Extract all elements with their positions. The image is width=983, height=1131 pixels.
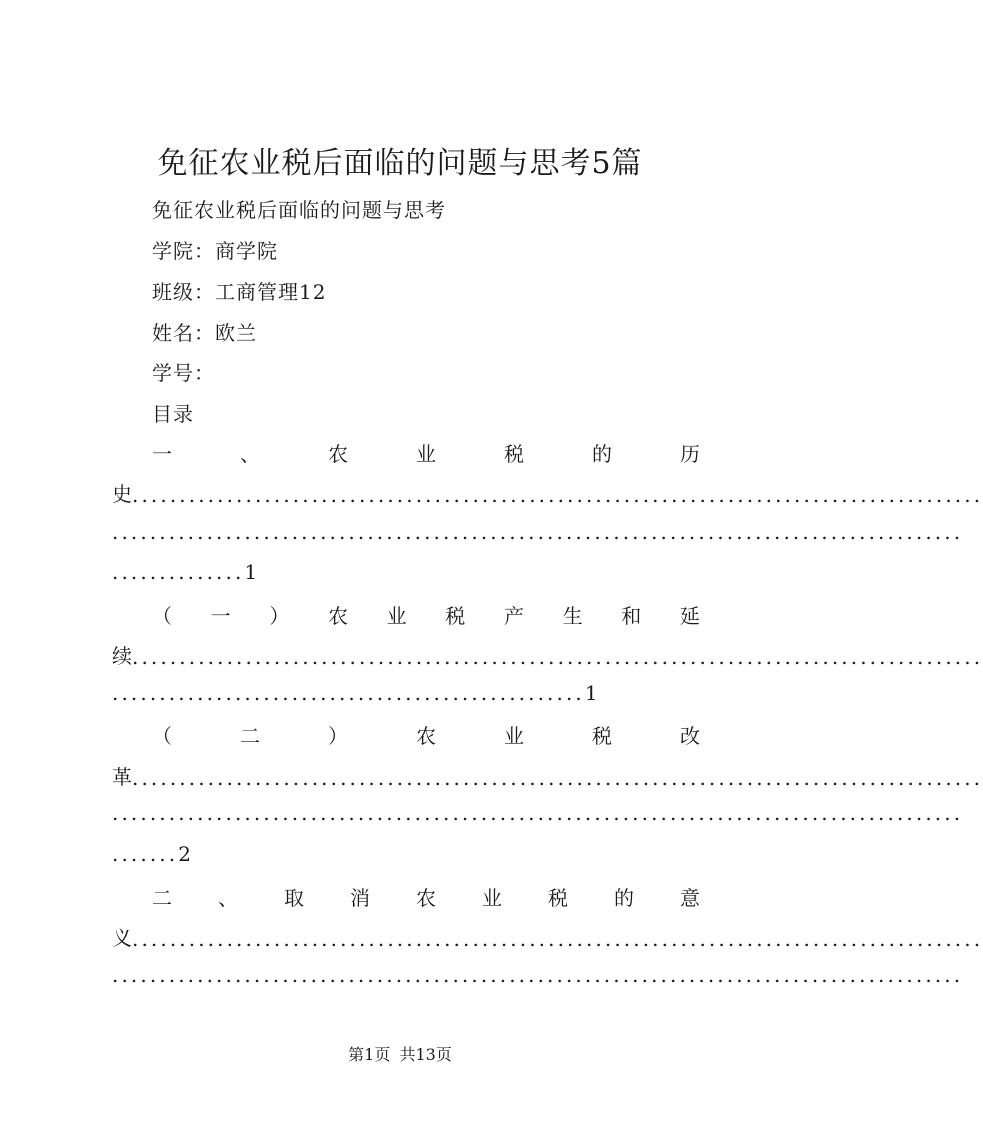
info-value: 工商管理12 — [215, 280, 327, 304]
toc-char: 税 — [504, 442, 524, 466]
toc-char: （ — [152, 724, 172, 748]
toc-char: 取 — [284, 886, 304, 910]
toc-entry-4-heading — [152, 882, 700, 911]
toc-char: 延 — [679, 604, 700, 628]
page-total-label: 共13页 — [399, 1045, 452, 1064]
toc-char: 税 — [445, 604, 466, 628]
info-value: 商学院 — [215, 239, 278, 263]
page-number-label: 第1页 — [348, 1045, 391, 1064]
toc-char: 、 — [218, 886, 238, 910]
subtitle: 免征农业税后面临的问题与思考 — [152, 198, 446, 222]
info-label: 班级： — [152, 280, 215, 304]
toc-char: （ — [152, 604, 172, 628]
toc-char: ） — [328, 724, 348, 748]
toc-page-number: 1 — [244, 560, 258, 584]
toc-char: 的 — [614, 886, 634, 910]
toc-leader: 革.......................................................................................... — [112, 765, 983, 790]
toc-char: 生 — [562, 604, 583, 628]
info-name — [152, 317, 257, 346]
info-label: 学院： — [152, 239, 215, 263]
toc-char: 意 — [680, 886, 700, 910]
toc-char: 业 — [482, 886, 502, 910]
toc-lead-char: 史 — [112, 482, 132, 506]
toc-char: 税 — [592, 724, 612, 748]
toc-leader: 续.......................................................................................... — [112, 644, 983, 669]
toc-leader: .......................................................................................... — [112, 520, 964, 544]
toc-char: 二 — [152, 886, 172, 910]
toc-leader-end: ..................................................1 — [112, 681, 598, 705]
info-class — [152, 276, 326, 305]
toc-char: 税 — [548, 886, 568, 910]
toc-leader: .......................................................................................... — [112, 801, 964, 825]
toc-leader: .......................................................................................... — [112, 963, 964, 987]
toc-char: 、 — [240, 442, 260, 466]
toc-heading: 目录 — [152, 402, 194, 426]
toc-lead-char: 义 — [112, 926, 132, 950]
toc-char: 历 — [680, 442, 700, 466]
toc-char: 业 — [386, 604, 407, 628]
toc-char: 消 — [350, 886, 370, 910]
toc-char: 二 — [240, 724, 260, 748]
toc-char: 农 — [328, 442, 348, 466]
info-value: 欧兰 — [215, 321, 257, 345]
info-student-id — [152, 357, 215, 386]
document-title: 免征农业税后面临的问题与思考5篇 — [157, 146, 643, 181]
toc-char: 的 — [592, 442, 612, 466]
toc-char: 业 — [504, 724, 524, 748]
toc-char: 和 — [621, 604, 642, 628]
toc-leader: 义.......................................................................................... — [112, 926, 983, 951]
toc-entry-2-heading — [152, 600, 700, 629]
toc-lead-char: 革 — [112, 765, 132, 789]
info-label: 姓名： — [152, 321, 215, 345]
toc-char: 农 — [327, 604, 348, 628]
toc-leader: 史.......................................................................................... — [112, 482, 983, 507]
toc-char: 农 — [416, 724, 436, 748]
toc-char: 农 — [416, 886, 436, 910]
toc-char: 产 — [503, 604, 524, 628]
info-label: 学号： — [152, 361, 215, 385]
toc-char: 一 — [210, 604, 231, 628]
toc-char: 一 — [152, 442, 172, 466]
toc-entry-3-heading — [152, 720, 700, 749]
toc-leader-end: .......2 — [112, 842, 191, 866]
page-footer — [0, 1042, 800, 1065]
toc-char: 业 — [416, 442, 436, 466]
toc-lead-char: 续 — [112, 644, 132, 668]
toc-page-number: 1 — [584, 681, 598, 705]
info-college — [152, 235, 278, 264]
toc-page-number: 2 — [178, 842, 191, 866]
toc-char: 改 — [680, 724, 700, 748]
toc-leader-end: ..............1 — [112, 560, 258, 584]
toc-entry-1-heading — [152, 438, 700, 467]
toc-char: ） — [269, 604, 290, 628]
